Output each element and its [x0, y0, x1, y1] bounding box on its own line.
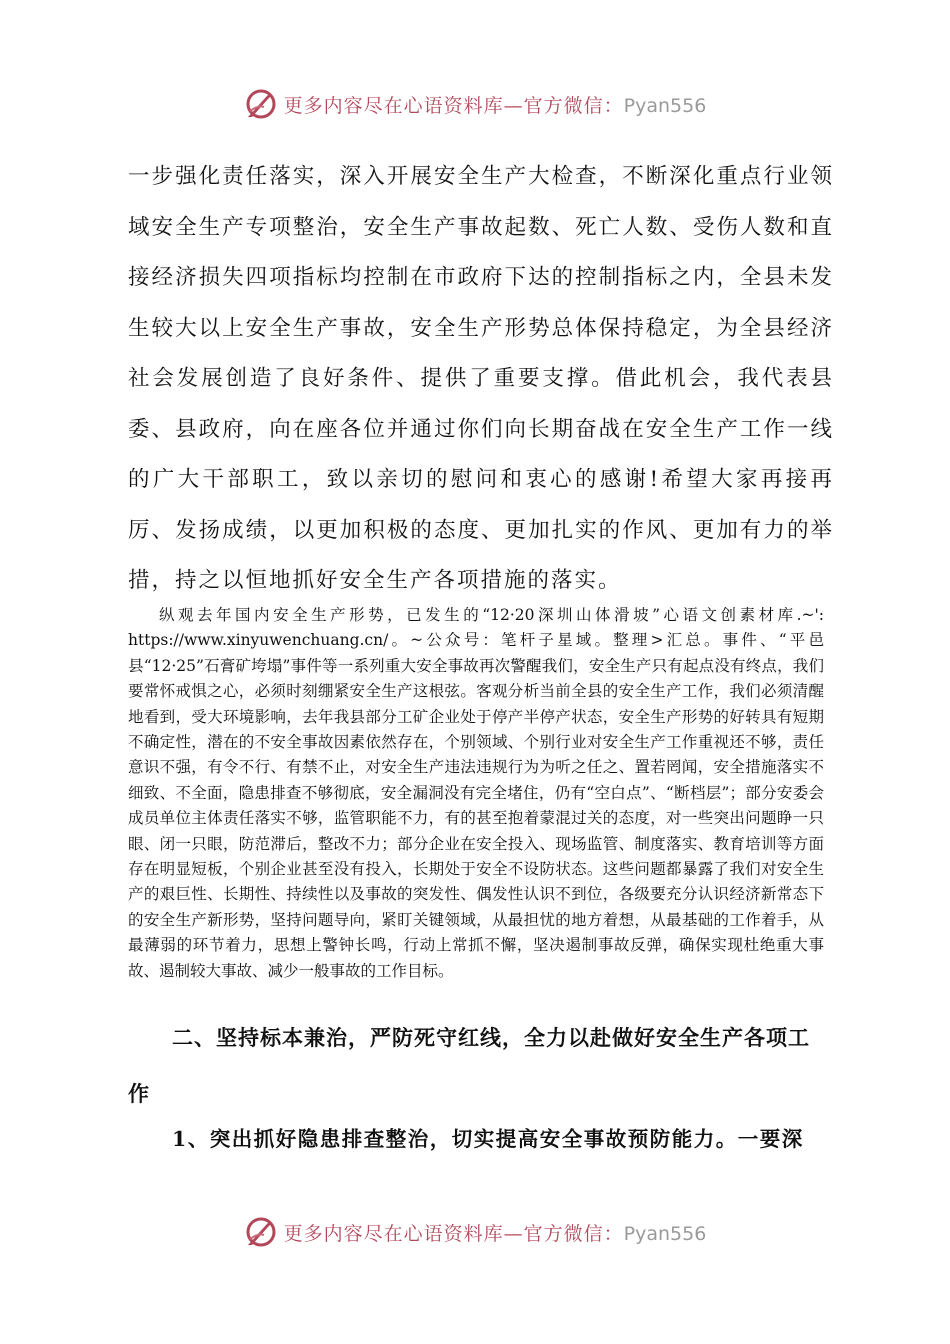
brush-logo-icon [244, 1215, 278, 1249]
header-banner-text [284, 91, 707, 118]
header-banner [0, 84, 950, 124]
footer-banner [0, 1212, 950, 1252]
footer-banner-text [284, 1219, 707, 1246]
subsection-heading-1: 1、突出抓好隐患排查整治，切实提高安全事故预防能力。一要深 [172, 1127, 804, 1151]
body-paragraph-1: 一步强化责任落实，深入开展安全生产大检查，不断深化重点行业领域安全生产专项整治，安全生产事故起数、死亡人数、受伤人数和直接经济损失四项指标均控制在市政府下达的控制指标之内，全县未发生较大以上安全生产事故，安全生产形势总体保持稳定，为全县经济社会发展创造了良好条件、提供了重要支撑。借此机会，我代表县委、县政府，向在座各位并通过你们向长期奋战在安全生产工作一线的广大干部职工，致以亲切的慰问和衷心的感谢!希望大家再接再厉、发扬成绩，以更加积极的态度、更加扎实的作风、更加有力的举措，持之以恒地抓好安全生产各项措施的落实。 [128, 164, 834, 593]
body-paragraph-2: 纵观去年国内安全生产形势，已发生的“12·20深圳山体滑坡”心语文创素材库.~': https://www.xinyuwenchuang.cn/。~公众号：笔杆子星域。整理>汇总。事件、“平邑县“12·25”石膏矿垮塌”事件等一系列重大安全事故再次警醒我们，安全生产只有起点没有终点，我们要常怀戒惧之心，必须时刻绷紧安全生产这根弦。客观分析当前全县的安全生产工作，我们必须清醒地看到，受大环境影响，去年我县部分工矿企业处于停产半停产状态，安全生产形势的好转具有短期不确定性，潜在的不安全事故因素依然存在，个别领域、个别行业对安全生产工作重视还不够，责任意识不强，有令不行、有禁不止，对安全生产违法违规行为为听之任之、置若罔闻，安全措施落实不细致、不全面，隐患排查不够彻底，安全漏洞没有完全堵住，仍有“空白点”、“断档层”；部分安委会成员单位主体责任落实不够，监管职能不力，有的甚至抱着蒙混过关的态度，对一些突出问题睁一只眼、闭一只眼，防范滞后，整改不力；部分企业在安全投入、现场监管、制度落实、教育培训等方面存在明显短板，个别企业甚至没有投入，长期处于安全不设防状态。这些问题都暴露了我们对安全生产的艰巨性、长期性、持续性以及事故的突发性、偶发性认识不到位，各级要充分认识经济新常态下的安全生产新形势，坚持问题导向，紧盯关键领域，从最担忧的地方着想，从最基础的工作着手，从最薄弱的环节着力，思想上警钟长鸣，行动上常抓不懈，坚决遏制事故反弹，确保实现杜绝重大事故、遏制较大事故、减少一般事故的工作目标。 [128, 606, 824, 980]
footer-brand: Pyan556 [623, 1222, 707, 1245]
section-heading-2: 二、坚持标本兼治，严防死守红线，全力以赴做好安全生产各项工作 [128, 1026, 810, 1106]
header-text: 更多内容尽在心语资料库—官方微信： [283, 94, 624, 117]
header-brand: Pyan556 [623, 94, 707, 117]
brush-logo-icon [244, 87, 278, 121]
footer-text: 更多内容尽在心语资料库—官方微信： [283, 1222, 624, 1245]
